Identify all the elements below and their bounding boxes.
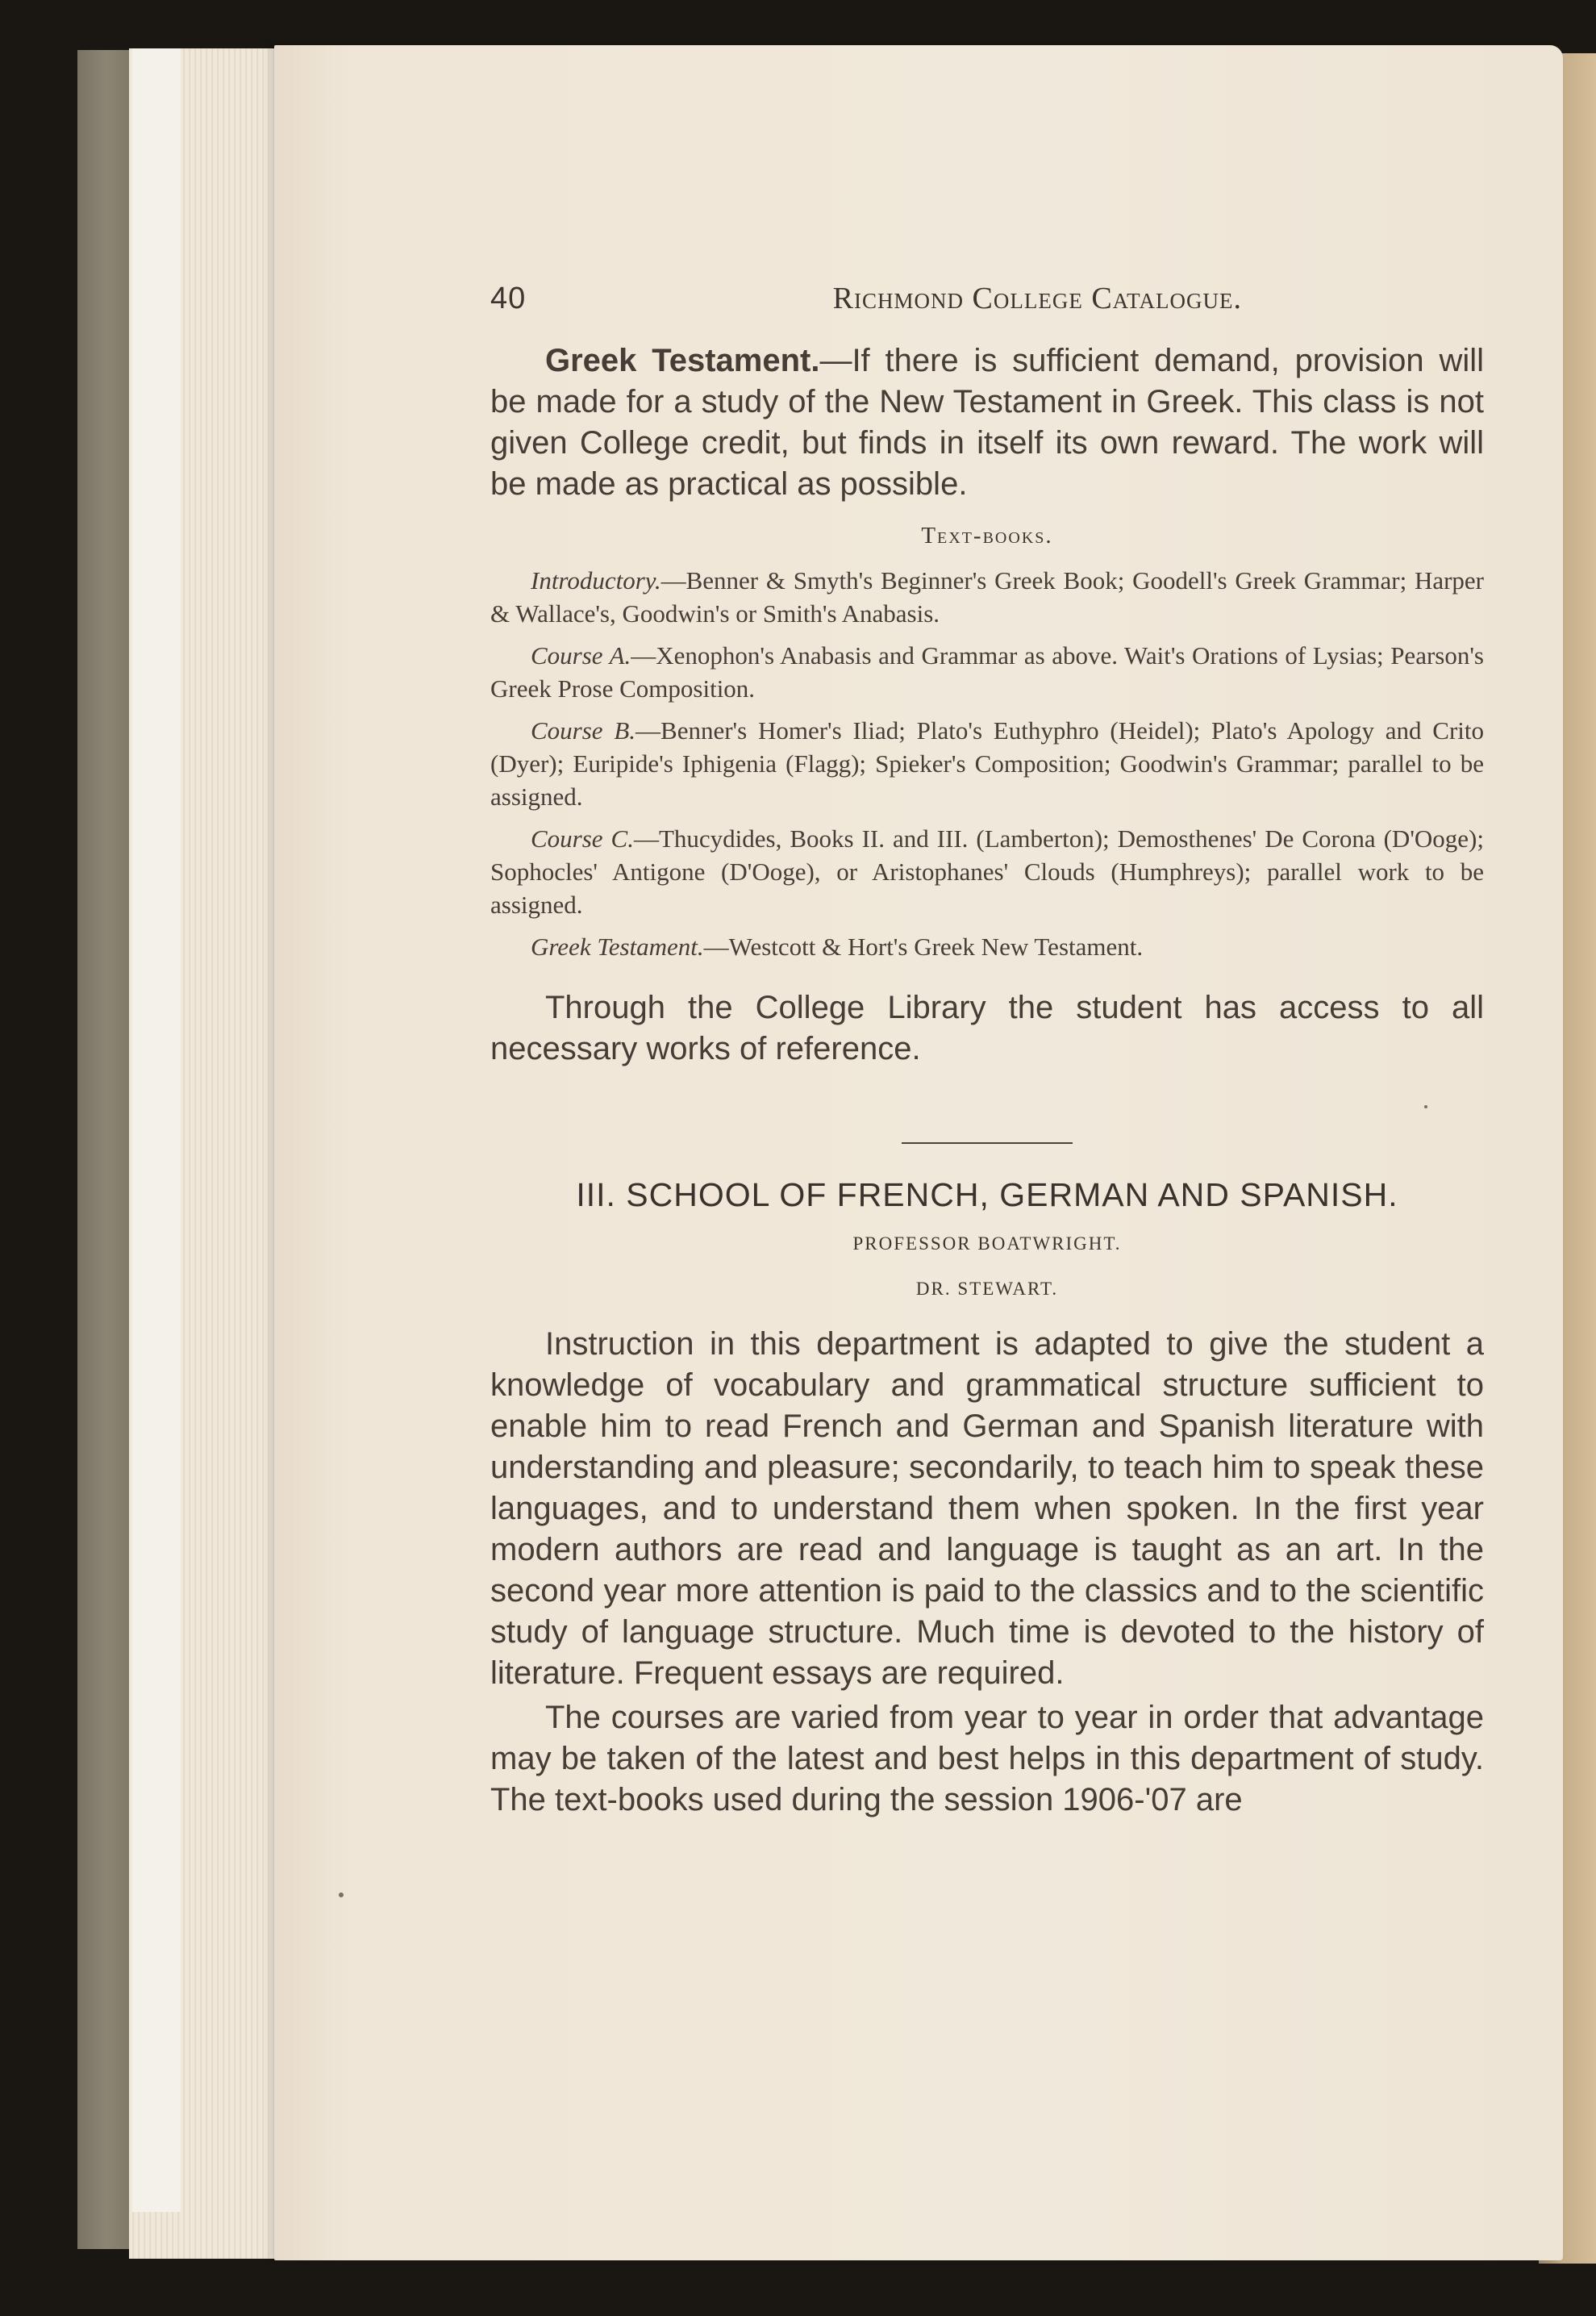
page-content: [490, 281, 1484, 1821]
textbook-entry: [490, 564, 1484, 630]
page-speck: [339, 1892, 344, 1897]
textbook-label: Introductory.: [531, 566, 661, 595]
textbook-entry: [490, 639, 1484, 705]
textbook-label: Course A.: [531, 641, 631, 670]
flyleaf-edge: [132, 48, 181, 2212]
textbook-label: Course C.: [531, 824, 634, 853]
textbook-entry: [490, 930, 1484, 963]
running-header: [490, 281, 1484, 316]
greek-testament-lead: Greek Testament.: [545, 343, 820, 378]
doctor-name: DR. STEWART.: [915, 1279, 1059, 1299]
professor-name: PROFESSOR BOATWRIGHT.: [852, 1233, 1122, 1254]
textbooks-heading: Text-books.: [921, 523, 1053, 549]
page-number: 40: [490, 282, 527, 315]
book-cover-edge: [77, 50, 134, 2249]
greek-testament-paragraph: [490, 340, 1484, 505]
textbook-entry: [490, 714, 1484, 813]
textbook-label: Course B.: [531, 716, 636, 745]
textbook-text: —Benner & Smyth's Beginner's Greek Book; Goodell's Greek Grammar; Harper & Wallace's, Goodwin's or Smith's Anabasis.: [490, 566, 1484, 628]
instruction-paragraph: Instruction in this department is adapted to give the student a knowledge of vocabulary and grammatical structure sufficient to enable him to read French and German and Spanish literature with understanding and pleasure; secondarily, to teach him to speak these languages, and to understand them when spoken. In the first year modern authors are read and language is taught as an art. In the second year more attention is paid to the classics and to the scientific study of language structure. Much time is devoted to the history of literature. Frequent essays are required.: [490, 1326, 1484, 1691]
running-title: Richmond College Catalogue.: [832, 282, 1242, 315]
textbook-text: —Benner's Homer's Iliad; Plato's Euthyphro (Heidel); Plato's Apology and Crito (Dyer); Euripide's Iphigenia (Flagg); Spieker's Composition; Goodwin's Grammar; parallel to be assigned.: [490, 716, 1485, 811]
section-title: III. SCHOOL OF FRENCH, GERMAN AND SPANISH.: [576, 1176, 1398, 1213]
textbook-label: Greek Testament.: [531, 933, 704, 961]
library-note: Through the College Library the student has access to all necessary works of reference.: [490, 990, 1484, 1066]
textbook-text: —Westcott & Hort's Greek New Testament.: [703, 933, 1144, 961]
courses-paragraph: The courses are varied from year to year in order that advantage may be taken of the latest and best helps in this department of study. The text-books used during the session 1906-'07 are: [490, 1700, 1484, 1817]
textbook-text: —Xenophon's Anabasis and Grammar as above. Wait's Orations of Lysias; Pearson's Greek Prose Composition.: [490, 641, 1484, 703]
section-divider: [902, 1142, 1073, 1144]
textbook-text: —Thucydides, Books II. and III. (Lamberton); Demosthenes' De Corona (D'Ooge); Sophocles' Antigone (D'Ooge), or Aristophanes' Clouds (Humphreys); parallel work to be assigned.: [490, 824, 1484, 919]
textbook-entry: [490, 822, 1484, 921]
greek-testament-text: —If there is sufficient demand, provision will be made for a study of the New Testament in Greek. This class is not given College credit, but finds in itself its own reward. The work will be made as practical as possible.: [490, 343, 1484, 502]
